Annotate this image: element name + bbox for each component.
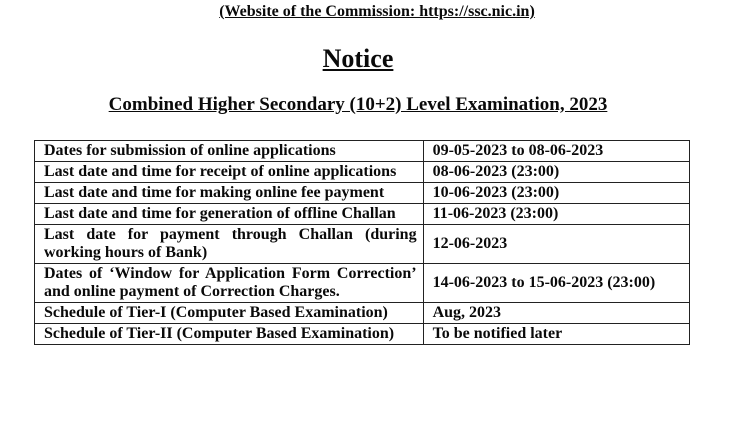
- row-label: Schedule of Tier-I (Computer Based Examination): [35, 303, 424, 324]
- row-label: Schedule of Tier-II (Computer Based Examination): [35, 324, 424, 345]
- table-row: [35, 141, 690, 162]
- row-value: To be notified later: [423, 324, 689, 345]
- row-label: Last date and time for making online fee payment: [35, 183, 424, 204]
- row-value: 12-06-2023: [423, 225, 689, 264]
- notice-title: Notice: [322, 44, 394, 73]
- row-label: Dates of ‘Window for Application Form Correction’ and online payment of Correction Charges.: [35, 264, 424, 303]
- row-value: 11-06-2023 (23:00): [423, 204, 689, 225]
- table-row: [35, 225, 690, 264]
- row-label: Last date for payment through Challan (during working hours of Bank): [35, 225, 424, 264]
- row-value: 14-06-2023 to 15-06-2023 (23:00): [423, 264, 689, 303]
- table-row: [35, 204, 690, 225]
- table-row: [35, 303, 690, 324]
- row-value: 09-05-2023 to 08-06-2023: [423, 141, 689, 162]
- website-text: (Website of the Commission: https://ssc.nic.in): [219, 3, 535, 20]
- row-value: 08-06-2023 (23:00): [423, 162, 689, 183]
- schedule-table: [34, 140, 690, 345]
- row-value: 10-06-2023 (23:00): [423, 183, 689, 204]
- row-label: Dates for submission of online applications: [35, 141, 424, 162]
- table-row: [35, 324, 690, 345]
- website-line: [0, 2, 750, 22]
- row-value: Aug, 2023: [423, 303, 689, 324]
- row-label: Last date and time for generation of offline Challan: [35, 204, 424, 225]
- exam-title: Combined Higher Secondary (10+2) Level Examination, 2023: [108, 94, 608, 115]
- row-label: Last date and time for receipt of online applications: [35, 162, 424, 183]
- table-row: [35, 183, 690, 204]
- table-row: [35, 264, 690, 303]
- table-row: [35, 162, 690, 183]
